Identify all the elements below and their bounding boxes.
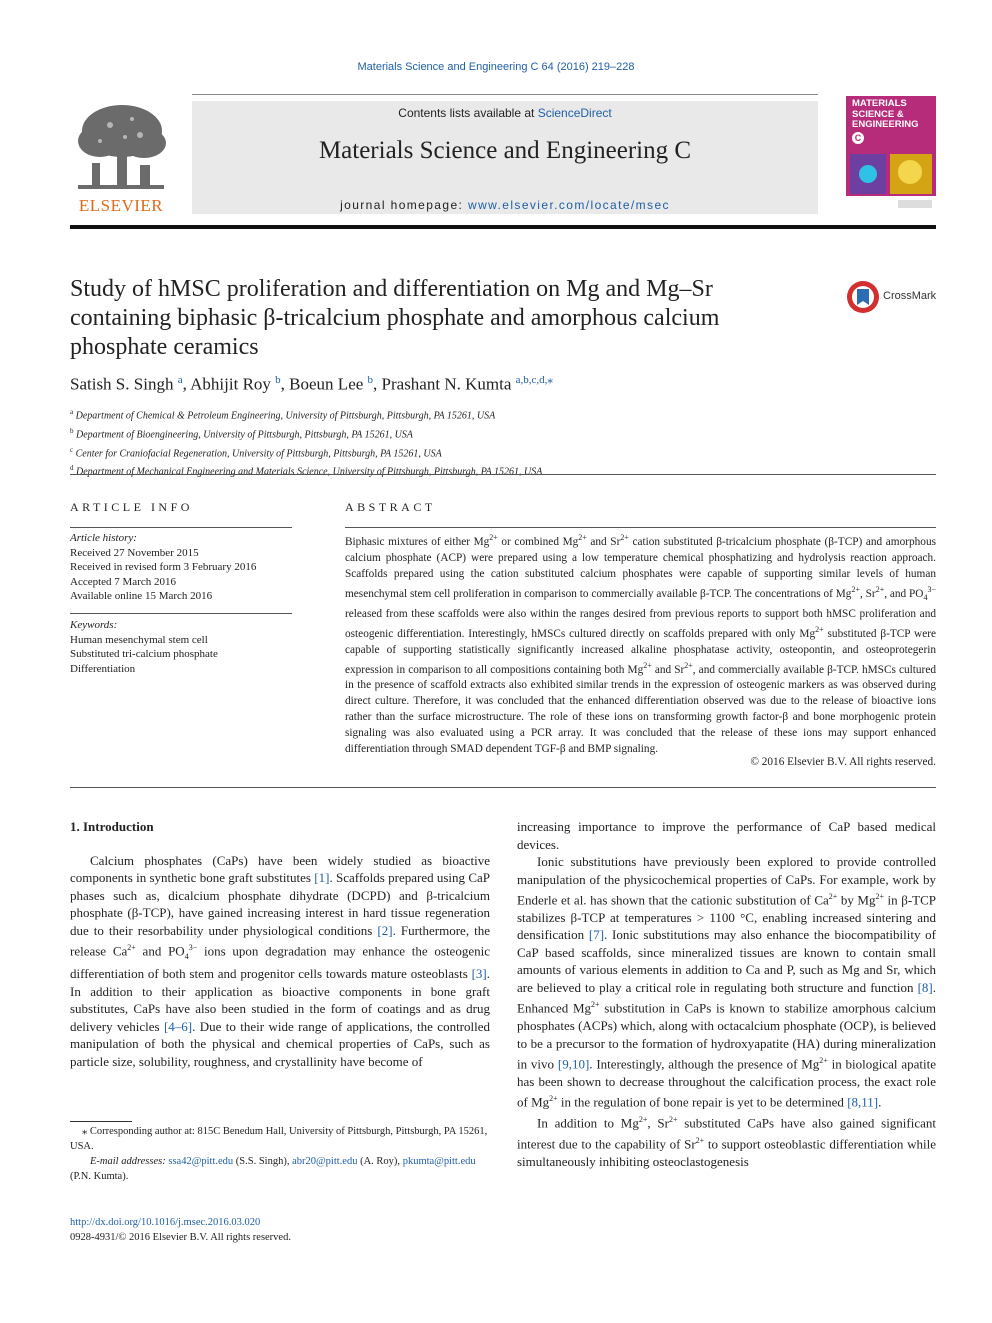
affiliation-list xyxy=(70,405,770,480)
affiliation: $^d$ Department of Mechanical Engineering and Materials Science, University of Pittsburgh, Pittsburgh, PA 15261, USA xyxy=(70,464,543,478)
homepage-link[interactable]: www.elsevier.com/locate/msec xyxy=(468,198,670,212)
abstract-heading: ABSTRACT xyxy=(345,500,436,514)
author-name[interactable]: Prashant N. Kumta xyxy=(381,374,512,394)
journal-homepage: journal homepage: www.elsevier.com/locate/msec xyxy=(340,198,670,212)
title-line: containing biphasic β-tricalcium phosphate and amorphous calcium xyxy=(70,305,720,331)
cover-letter: C xyxy=(852,132,864,144)
paragraph: increasing importance to improve the performance of CaP based medical devices. xyxy=(517,819,936,852)
citation-link[interactable]: [8,11] xyxy=(847,1094,879,1110)
publisher-name: ELSEVIER xyxy=(78,196,164,215)
sciencedirect-link[interactable]: ScienceDirect xyxy=(537,106,612,120)
citation-link[interactable]: [2] xyxy=(377,922,393,938)
elsevier-logo xyxy=(70,101,172,214)
author-name[interactable]: Satish S. Singh xyxy=(70,374,174,394)
email-link[interactable]: pkumta@pitt.edu xyxy=(402,1156,476,1167)
doi-block xyxy=(70,1215,490,1245)
article-title xyxy=(70,275,810,362)
journal-cover xyxy=(846,96,936,214)
section-divider xyxy=(70,474,936,475)
history-item: Available online 15 March 2016 xyxy=(70,590,213,602)
keywords-label: Keywords: xyxy=(70,619,118,631)
author-name[interactable]: Boeun Lee xyxy=(289,374,364,394)
email-link[interactable]: ssa42@pitt.edu xyxy=(168,1156,234,1167)
body-right-column xyxy=(517,818,936,1170)
history-item: Accepted 7 March 2016 xyxy=(70,575,176,588)
paragraph: In addition to $Mg^{2+}$, $Sr^{2+}$ substituted CaPs have also gained significant interest due to the capability of $Sr^{2+}$ to support osteoblastic differentiation while simultaneously inhibiting osteoclastogenesis xyxy=(517,1115,937,1169)
keywords-rule xyxy=(70,613,292,614)
citation-link[interactable]: [1] xyxy=(314,870,330,885)
citation-link[interactable]: [3] xyxy=(471,966,487,982)
paragraph: Ionic substitutions have previously been explored to provide controlled manipulation of the physicochemical properties of CaPs. For example, work by Enderle et al. has shown that the cationic substitution of $Ca^{2+}$ by $Mg^{2+}$ in β-TCP stabilizes β-TCP at temperatures > 1100 °C, enabling increased sintering and densification [7]. Ionic substitutions may also enhance the biocompatibility of CaP based scaffolds, since mineralized tissues are known to contain small amounts of various elements in addition to Ca and P, such as Mg and Sr, which are believed to play a critical role in regulating both structure and function [8]. Enhanced $Mg^{2+}$ substitution in CaPs is known to stabilize amorphous calcium phosphates (ACPs) which, along with octacalcium phosphate (OCP), is believed to be a precursor to the formation of hydroxyapatite (HA) during mineralization in vivo [9,10]. Interestingly, although the presence of $Mg^{2+}$ in biological apatite has been shown to decrease throughout the calcification process, the exact role of $Mg^{2+}$ in the regulation of bone repair is yet to be determined [8,11]. xyxy=(517,854,937,1110)
citation-link[interactable]: [7] xyxy=(588,927,605,943)
cover-title-line-3: ENGINEERING xyxy=(852,119,919,130)
author-affil-mark[interactable]: a xyxy=(177,374,183,386)
history-label: Article history: xyxy=(70,532,137,544)
keywords xyxy=(70,618,300,676)
cover-title-line-2: SCIENCE & xyxy=(852,108,904,120)
title-line: phosphate ceramics xyxy=(70,334,259,360)
crossmark-badge[interactable] xyxy=(846,280,938,316)
corresponding-author-note: ⁎ Corresponding author at: 815C Benedum Hall, University of Pittsburgh, Pittsburgh, PA 15261, USA. xyxy=(70,1126,488,1152)
keyword: Substituted tri-calcium phosphate xyxy=(70,648,218,660)
body-left-column xyxy=(70,818,490,1070)
paragraph: Calcium phosphates (CaPs) have been widely studied as bioactive components in synthetic bone graft substitutes [1]. Scaffolds prepared using CaP phases such as, dicalcium phosphate dihydrate (DCPD) and β-tricalcium phosphate (β-TCP), have gained increasing interest in hard tissue regeneration due to their resorbability under physiological conditions [2]. Furthermore, the release $Ca^{2+}$ and $PO_4^{3-}$ ions upon degradation may enhance the osteogenic differentiation of both stem and progenitor cells towards mature osteoblasts [3]. In addition to their application as bioactive components in bone graft substitutes, CaPs have also been studied in the form of coatings and as drug delivery vehicles [4–6]. Due to their wide range of applications, the controlled manipulation of both the physical and chemical properties of CaPs, such as particle size, solubility, roughness, and crystallinity have become of xyxy=(70,852,491,1069)
cover-title-line-1: MATERIALS xyxy=(852,98,907,109)
email-link[interactable]: abr20@pitt.edu xyxy=(292,1156,358,1167)
crossmark-label: CrossMark xyxy=(883,290,937,302)
doi-link[interactable]: http://dx.doi.org/10.1016/j.msec.2016.03.020 xyxy=(70,1217,261,1228)
section-heading: 1. Introduction xyxy=(70,819,154,834)
footnote-rule xyxy=(70,1121,132,1122)
citation-link[interactable]: [9,10] xyxy=(557,1056,590,1072)
keyword: Human mesenchymal stem cell xyxy=(70,633,208,646)
affiliation: $^c$ Center for Craniofacial Regeneration, University of Pittsburgh, Pittsburgh, PA 15261, USA xyxy=(70,445,442,459)
crossmark-icon xyxy=(846,280,880,314)
header-divider xyxy=(70,225,936,229)
author-affil-mark[interactable]: b xyxy=(275,374,281,386)
history-item: Received in revised form 3 February 2016 xyxy=(70,561,257,573)
journal-title: Materials Science and Engineering C xyxy=(318,137,692,164)
footnote xyxy=(70,1124,490,1184)
email-addresses: E-mail addresses: ssa42@pitt.edu (S.S. Singh), abr20@pitt.edu (A. Roy), pkumta@pitt.edu (P.N. Kumta). xyxy=(70,1156,476,1182)
masthead-top-rule xyxy=(192,94,818,95)
author-list: Satish S. Singh $^a$, Abhijit Roy $^b$, Boeun Lee $^b$, Prashant N. Kumta $^{a,b,c,d,⁎}$ xyxy=(70,374,553,394)
author-name[interactable]: Abhijit Roy xyxy=(190,374,271,394)
history-item: Received 27 November 2015 xyxy=(70,546,199,559)
citation-link[interactable]: [4–6] xyxy=(163,1018,193,1034)
article-info-rule xyxy=(70,527,292,528)
abstract-rule xyxy=(345,527,936,528)
abstract-copyright: © 2016 Elsevier B.V. All rights reserved. xyxy=(750,756,936,768)
citation-link[interactable]: [8] xyxy=(917,979,933,995)
body-divider xyxy=(70,787,936,788)
abstract-body: Biphasic mixtures of either $Mg^{2+}$ or combined $Mg^{2+}$ and $Sr^{2+}$ cation substituted β-tricalcium phosphate (β-TCP) and amorphous calcium phosphate (ACP) were prepared using a low temperature chemical phosphatizing and hydrolysis reaction approach. Scaffolds prepared using the cation substituted calcium phosphates were capable of supporting similar levels of human mesenchymal stem cell proliferation in comparison to commercially available β-TCP. The concentrations of $Mg^{2+}$, $Sr^{2+}$, and $PO_4^{3-}$ released from these scaffolds were also within the ranges desired from previous reports to support both hMSC proliferation and osteogenic differentiation. Interestingly, hMSCs cultured directly on scaffolds prepared with only $Mg^{2+}$ substituted β-TCP were capable of supporting statistically significantly increased alkaline phosphatase activity, osteopontin, and osteoprotegerin expression in comparison to all compositions containing both $Mg^{2+}$ and $Sr^{2+}$, and commercially available β-TCP. hMSCs cultured in the presence of scaffold extracts also exhibited similar trends in the expression of osteogenic markers as was observed during direct culture. Therefore, it was concluded that the enhanced differentiation observed was due to the release of bioactive ions rather than the surface microstructure. The role of these ions on transforming growth factor-β and bone morphogenic protein signaling was also evaluated using a PCR array. It was concluded that the release of these ions may support enhanced differentiation through SMAD dependent TGF-β and BMP signaling. xyxy=(345,533,937,756)
contents-line: Contents lists available at ScienceDirect xyxy=(398,106,612,120)
affiliation: $^b$ Department of Bioengineering, University of Pittsburgh, Pittsburgh, PA 15261, USA xyxy=(70,426,413,441)
title-line: Study of hMSC proliferation and differentiation on Mg and Mg–Sr xyxy=(70,276,713,302)
journal-reference[interactable]: Materials Science and Engineering C 64 (2016) 219–228 xyxy=(357,61,635,73)
affiliation: $^a$ Department of Chemical & Petroleum Engineering, University of Pittsburgh, Pittsburgh, PA 15261, USA xyxy=(70,408,496,422)
keyword: Differentiation xyxy=(70,662,136,675)
article-history xyxy=(70,531,300,604)
issn-line: 0928-4931/© 2016 Elsevier B.V. All rights reserved. xyxy=(70,1232,291,1243)
author-affil-mark[interactable]: a,b,c,d,⁎ xyxy=(515,374,553,386)
author-affil-mark[interactable]: b xyxy=(367,374,374,386)
article-info-heading: ARTICLE INFO xyxy=(70,500,193,514)
